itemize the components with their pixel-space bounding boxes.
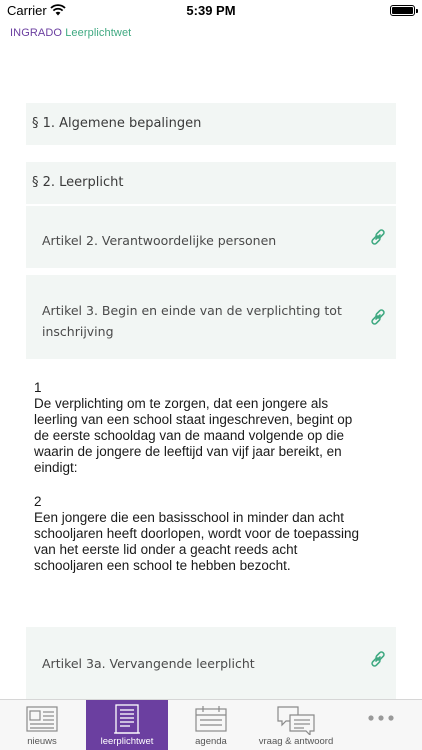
article-item-3a[interactable] [26,627,396,699]
link-icon[interactable] [368,227,388,247]
section-label: § 1. Algemene bepalingen [32,116,202,131]
status-bar [0,0,422,22]
tab-label: agenda [195,736,227,747]
paragraph-number: 2 [34,494,42,509]
clock-time: 5:39 PM [186,3,236,18]
brand-name: INGRADO [10,27,63,39]
link-icon[interactable] [368,649,388,669]
tab-agenda[interactable] [170,700,252,750]
article-item-3[interactable] [26,275,396,359]
brand-product: Leerplichtwet [65,27,132,39]
tab-more[interactable] [340,700,422,750]
article-title: Artikel 2. Verantwoordelijke personen [42,233,277,248]
tab-label: leerplichtwet [100,736,154,747]
chat-bubbles-icon [276,705,316,735]
newspaper-icon [25,705,59,733]
tab-label: nieuws [27,736,57,747]
tab-nieuws[interactable] [0,700,84,750]
tab-label: vraag & antwoord [258,736,334,747]
paragraph-line: Een jongere die een basisschool in minder dan acht [34,510,344,525]
paragraph-line: schooljaren een school te hebben bezocht. [34,558,291,573]
paragraph-line: waarin de jongere de leeftijd van vijf jaar bereikt, en [34,444,342,459]
more-icon [366,713,396,723]
paragraph-line: eindigt: [34,460,78,475]
paragraph-line: De verplichting om te zorgen, dat een jongere als [34,396,329,411]
paragraph-line: van het eerste lid onder a geacht reeds acht [34,542,298,557]
calendar-icon [194,705,228,733]
article-3-paragraph-2 [34,494,396,574]
carrier-label: Carrier [7,3,47,18]
article-title-line1: Artikel 3. Begin en einde van de verplichting tot [42,303,342,318]
paragraph-line: leerling van een school staat ingeschreven, begint op [34,412,353,427]
battery-icon [390,5,415,16]
article-title: Artikel 3a. Vervangende leerplicht [42,656,255,671]
section-label: § 2. Leerplicht [32,175,124,190]
paragraph-line: de eerste schooldag van de maand volgende op die [34,428,344,443]
article-title-line2: inschrijving [42,324,114,339]
app-brand [10,27,131,39]
tab-leerplichtwet[interactable] [86,700,168,750]
law-book-icon [112,703,142,735]
paragraph-line: schooljaren heeft doorlopen, wordt voor de toepassing [34,526,359,541]
section-item-algemene-bepalingen[interactable] [26,103,396,145]
article-item-2[interactable] [26,206,396,268]
tab-bar [0,699,422,750]
tab-vraag-en-antwoord[interactable] [254,700,338,750]
article-3-paragraph-1 [34,380,396,476]
link-icon[interactable] [368,307,388,327]
section-item-leerplicht[interactable] [26,162,396,204]
paragraph-number: 1 [34,380,42,395]
